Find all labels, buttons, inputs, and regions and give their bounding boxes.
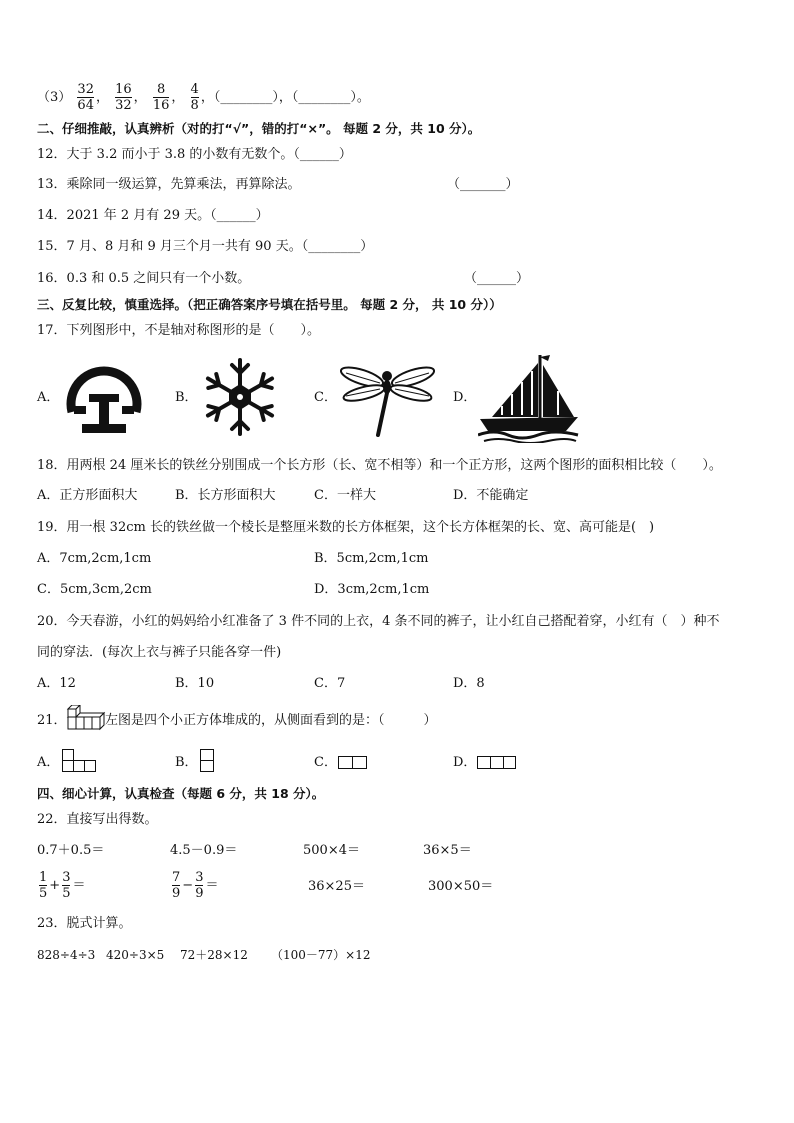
q21-option-a[interactable]: A． xyxy=(37,755,60,770)
q20-option-c[interactable]: C．7 xyxy=(314,676,346,691)
q19-option-c[interactable]: C．5cm,3cm,2cm xyxy=(37,582,152,597)
q11-3-label: （3） xyxy=(37,90,72,105)
cube-stack-diagram xyxy=(64,705,106,731)
question-14[interactable]: 14．2021 年 2 月有 29 天。（______） xyxy=(37,208,269,223)
question-20-line-2: 同的穿法．(每次上衣与裤子只能各穿一件) xyxy=(37,645,282,660)
step-calc-4[interactable]: （100－77）×12 xyxy=(271,948,371,962)
step-calc-1[interactable]: 828÷4÷3 xyxy=(37,948,96,962)
calc-5[interactable]: 36×25＝ xyxy=(308,879,365,894)
section-4-title: 四、细心计算，认真检查（每题 6 分，共 18 分）。 xyxy=(37,786,325,801)
fraction-4: $\frac{4}{8}$ xyxy=(190,82,199,113)
q21-option-d[interactable]: D． xyxy=(453,755,477,770)
calc-1[interactable]: 0.7＋0.5＝ xyxy=(37,843,105,858)
q21-option-c-figure xyxy=(338,756,368,770)
q17-option-a[interactable]: A． xyxy=(37,390,60,405)
q18-option-a[interactable]: A．正方形面积大 xyxy=(37,488,138,503)
q19-option-a[interactable]: A．7cm,2cm,1cm xyxy=(37,551,152,566)
section-3-title: 三、反复比较，慎重选择。（把正确答案序号填在括号里。 每题 2 分， 共 10 分）） xyxy=(37,297,502,312)
question-15[interactable]: 15．7 月、8 月和 9 月三个月一共有 90 天。（________） xyxy=(37,239,374,254)
q19-option-b[interactable]: B．5cm,2cm,1cm xyxy=(314,551,429,566)
q21-option-b-figure xyxy=(200,749,216,773)
question-20-line-1: 20．今天春游，小红的妈妈给小红准备了 3 件不同的上衣，4 条不同的裤子，让小红自己搭配着穿，小红有（ ）种不 xyxy=(37,614,720,629)
fraction-1: $\frac{32}{64}$ xyxy=(77,82,94,113)
fraction-3: $\frac{8}{16}$ xyxy=(152,82,170,113)
q11-3-line: （3） $\frac{32}{64}$ ， $\frac{16}{32}$ ， $\frac{8}{16}$ ， $\frac{4}{8}$ ，（________），（________）。 xyxy=(37,82,370,113)
q21-option-a-figure xyxy=(62,749,98,773)
question-13: 13．乘除同一级运算，先算乘法，再算除法。 xyxy=(37,177,301,192)
q19-option-d[interactable]: D．3cm,2cm,1cm xyxy=(314,582,430,597)
q11-3-answer-blanks[interactable]: ，（________），（________）。 xyxy=(200,90,370,105)
question-13-blank[interactable]: （_______） xyxy=(447,177,519,192)
calc-fraction-add[interactable]: $\frac{1}{5}$ + $\frac{3}{5}$ ＝ xyxy=(39,870,86,901)
q18-option-c[interactable]: C．一样大 xyxy=(314,488,376,503)
calc-3[interactable]: 500×4＝ xyxy=(303,843,360,858)
q17-option-d[interactable]: D． xyxy=(453,390,477,405)
calc-6[interactable]: 300×50＝ xyxy=(428,879,494,894)
q20-option-d[interactable]: D．8 xyxy=(453,676,485,691)
q17-option-b[interactable]: B． xyxy=(175,390,198,405)
step-calc-2[interactable]: 420÷3×5 xyxy=(106,948,165,962)
question-16: 16．0.3 和 0.5 之间只有一个小数。 xyxy=(37,271,251,286)
question-17: 17．下列图形中，不是轴对称图形的是（ ）。 xyxy=(37,323,321,338)
calc-fraction-subtract[interactable]: $\frac{7}{9}$ − $\frac{3}{9}$ ＝ xyxy=(172,870,219,901)
calc-2[interactable]: 4.5－0.9＝ xyxy=(170,843,238,858)
q21-option-b[interactable]: B． xyxy=(175,755,198,770)
question-12[interactable]: 12．大于 3.2 而小于 3.8 的小数有无数个。（______） xyxy=(37,147,352,162)
rail-logo-icon[interactable] xyxy=(64,358,144,438)
q17-option-c[interactable]: C． xyxy=(314,390,337,405)
q21-option-c[interactable]: C． xyxy=(314,755,337,770)
q18-option-d[interactable]: D．不能确定 xyxy=(453,488,529,503)
question-23: 23．脱式计算。 xyxy=(37,916,132,931)
fraction-2: $\frac{16}{32}$ xyxy=(115,82,132,113)
question-18: 18．用两根 24 厘米长的铁丝分别围成一个长方形（长、宽不相等）和一个正方形，这两个图形的面积相比较（ ）。 xyxy=(37,458,722,473)
question-19: 19．用一根 32cm 长的铁丝做一个棱长是整厘米数的长方体框架，这个长方体框架的长、宽、高可能是( ) xyxy=(37,520,655,535)
question-21: 左图是四个小正方体堆成的，从侧面看到的是：（ ） xyxy=(105,713,437,728)
q21-option-d-figure xyxy=(477,756,517,770)
question-22: 22．直接写出得数。 xyxy=(37,812,158,827)
snowflake-icon[interactable] xyxy=(201,356,279,438)
q18-option-b[interactable]: B．长方形面积大 xyxy=(175,488,276,503)
question-21-number: 21． xyxy=(37,713,67,728)
question-16-blank[interactable]: （______） xyxy=(464,271,530,286)
dragonfly-icon[interactable] xyxy=(340,359,435,437)
sailboat-icon[interactable] xyxy=(478,351,582,443)
q20-option-a[interactable]: A．12 xyxy=(37,676,76,691)
step-calc-3[interactable]: 72＋28×12 xyxy=(180,948,248,962)
calc-4[interactable]: 36×5＝ xyxy=(423,843,472,858)
q20-option-b[interactable]: B．10 xyxy=(175,676,215,691)
section-2-title: 二、仔细推敲，认真辨析（对的打“√”，错的打“×”。 每题 2 分，共 10 分）。 xyxy=(37,121,481,136)
